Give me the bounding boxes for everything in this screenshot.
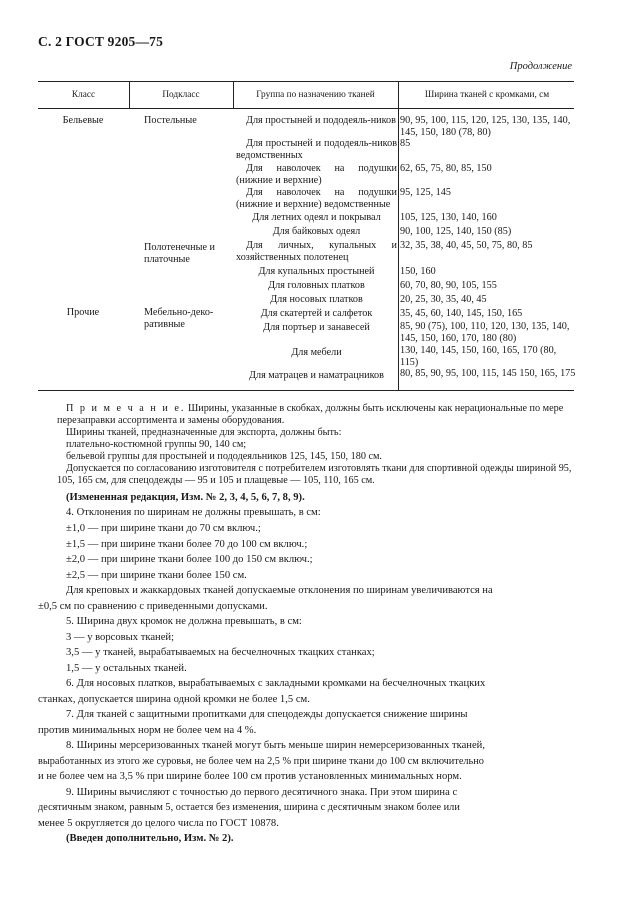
clause-5-item: 3 — у ворсовых тканей;	[66, 632, 175, 643]
clause-5-item: 3,5 — у тканей, вырабатываемых на бесчелночных ткацких станках;	[66, 647, 375, 658]
clause-4: 4. Отклонения по ширинам не должны превышать, в см:	[66, 507, 321, 518]
table-row-width: 150, 160	[400, 266, 436, 277]
table-row-group: Для головных платков	[268, 280, 365, 291]
clause-6: 6. Для носовых платков, вырабатываемых с закладными кромками на бесчелночных ткацких	[66, 678, 486, 689]
table-row-width: 85	[400, 138, 411, 149]
table-row-group: Для личных, купальных и хозяйственных полотенец	[236, 240, 397, 263]
table-row-width: 32, 35, 38, 40, 45, 50, 75, 80, 85	[400, 240, 533, 251]
clause-4-item: ±1,0 — при ширине ткани до 70 см включ.;	[66, 523, 261, 534]
subclass-bed: Постельные	[144, 115, 197, 126]
clause-5: 5. Ширина двух кромок не должна превышать, в см:	[66, 616, 302, 627]
clause-8: 8. Ширины мерсеризованных тканей могут быть меньше ширин немерсеризованных тканей,	[66, 740, 485, 751]
table-row-group: Для скатертей и салфеток	[260, 308, 373, 319]
note-line: плательно-костюмной группы 90, 140 см;	[66, 439, 247, 450]
table-row-width: 95, 125, 145	[400, 187, 451, 198]
table-row-width: 60, 70, 80, 90, 105, 155	[400, 280, 497, 291]
class-linen: Бельевые	[62, 115, 104, 126]
page-header: С. 2 ГОСТ 9205—75	[38, 34, 164, 49]
column-header-width: Ширина тканей с кромками, см	[424, 90, 550, 100]
clause-4-item: ±2,0 — при ширине ткани более 100 до 150 см включ.;	[66, 554, 313, 565]
clause-8: выработанных из этого же суровья, не более чем на 2,5 % при ширине ткани до 100 см включительно	[38, 756, 484, 767]
table-row-width: 90, 95, 100, 115, 120, 125, 130, 135, 140, 145, 150, 180 (78, 80)	[400, 115, 571, 138]
col-divider-3	[398, 81, 399, 391]
table-row-group: Для летних одеял и покрывал	[252, 212, 381, 223]
column-header-class: Класс	[71, 90, 96, 100]
column-header-subclass: Подкласс	[162, 90, 200, 100]
table-row-group: Для наволочек на подушки (нижние и верхние) ведомственные	[236, 187, 397, 210]
subclass-towel: Полотенечные и платочные	[144, 242, 215, 265]
table-row-group: Для простыней и пододеяль-ников ведомственных	[236, 138, 397, 161]
class-other: Прочие	[66, 307, 100, 318]
note-line: бельевой группы для простыней и пододеяльников 125, 145, 150, 180 см.	[66, 451, 382, 462]
table-row-width: 80, 85, 90, 95, 100, 115, 145 150, 165, 175	[400, 368, 576, 379]
clause-7: 7. Для тканей с защитными пропитками для спецодежды допускается снижение ширины	[66, 709, 468, 720]
table-header-rule	[38, 108, 574, 109]
clause-9: десятичным знаком, равным 5, остается без изменения, ширина с десятичным знаком более или	[38, 802, 460, 813]
table-row-group: Для носовых платков	[270, 294, 363, 305]
clause-4-item: ±1,5 — при ширине ткани более 70 до 100 см включ.;	[66, 539, 308, 550]
table-top-rule	[38, 81, 574, 82]
widths-table	[38, 81, 574, 391]
table-row-group: Для портьер и занавесей	[263, 322, 370, 333]
note-lead: П р и м е ч а н и е.	[66, 403, 186, 414]
table-row-group: Для байковых одеял	[272, 226, 361, 237]
table-row-group: Для простыней и пододеяль-ников	[246, 115, 396, 126]
clause-5-item: 1,5 — у остальных тканей.	[66, 663, 187, 674]
table-row-group: Для матрацев и наматрацников	[249, 370, 384, 381]
table-row-width: 105, 125, 130, 140, 160	[400, 212, 497, 223]
table-row-width: 85, 90 (75), 100, 110, 120, 130, 135, 140, 145, 150, 160, 170, 180 (80)	[400, 321, 570, 344]
clause-4-text: ±0,5 см по сравнению с приведенными допусками.	[38, 601, 268, 612]
table-row-group: Для мебели	[291, 347, 342, 358]
table-row-width: 62, 65, 75, 80, 85, 150	[400, 163, 492, 174]
subclass-decor: Мебельно-деко-ративные	[144, 307, 214, 330]
table-row-width: 90, 100, 125, 140, 150 (85)	[400, 226, 512, 237]
table-row-width: 20, 25, 30, 35, 40, 45	[400, 294, 487, 305]
clause-9: 9. Ширины вычисляют с точностью до первого десятичного знака. При этом ширина с	[66, 787, 458, 798]
clause-4-text: Для креповых и жаккардовых тканей допускаемые отклонения по ширинам увеличиваются на	[66, 585, 493, 596]
clause-7: против минимальных норм не более чем на 4 %.	[38, 725, 257, 736]
column-header-group: Группа по назначению тканей	[256, 90, 375, 100]
amendment-edited: (Измененная редакция, Изм. № 2, 3, 4, 5, 6, 7, 8, 9).	[66, 492, 305, 503]
continuation-label: Продолжение	[509, 61, 572, 72]
table-row-width: 35, 45, 60, 140, 145, 150, 165	[400, 308, 523, 319]
table-bottom-rule	[38, 390, 574, 391]
table-row-width: 130, 140, 145, 150, 160, 165, 170 (80, 115)	[400, 345, 557, 368]
clause-6: станках, допускается ширина одной кромки не более 1,5 см.	[38, 694, 310, 705]
clause-9: менее 5 округляется до целого числа по ГОСТ 10878.	[38, 818, 279, 829]
amendment-introduced: (Введен дополнительно, Изм. № 2).	[66, 833, 234, 844]
clause-8: и не более чем на 3,5 % при ширине более 100 см против установленных минимальных норм.	[38, 771, 462, 782]
note-paragraph	[57, 403, 572, 427]
clause-4-item: ±2,5 — при ширине ткани более 150 см.	[66, 570, 247, 581]
note-text: Ширины, указанные в скобках, должны быть исключены как нерациональные по мере перезаправки ассортимента и замены оборудования.	[57, 403, 564, 426]
note-line: Допускается по согласованию изготовителя с потребителем изготовлять ткани для спортивной одежды шириной 95, 105, 165 см, для спецодежды — 95 и 105 и плащевые — 105, 110, 165 см.	[57, 463, 572, 486]
table-row-group: Для наволочек на подушки (нижние и верхние)	[236, 163, 397, 186]
note-line: Ширины тканей, предназначенные для экспорта, должны быть:	[66, 427, 342, 438]
table-row-group: Для купальных простыней	[258, 266, 375, 277]
